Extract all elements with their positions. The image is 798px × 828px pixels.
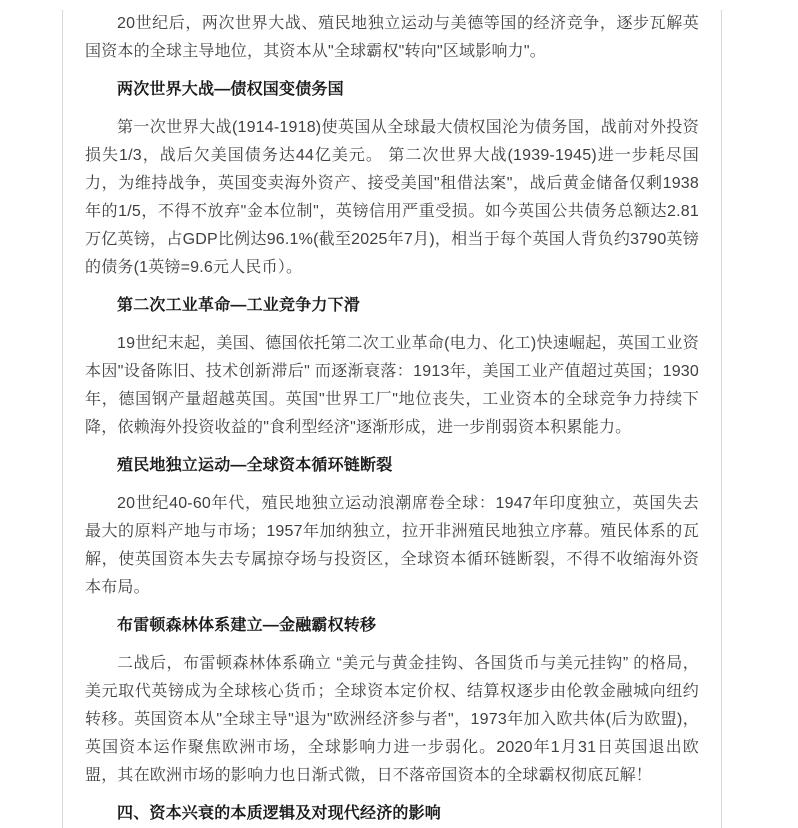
article-paragraph: 20世纪后，两次世界大战、殖民地独立运动与美德等国的经济竞争，逐步瓦解英国资本的全球主导地位，其资本从"全球霸权"转向"区域影响力"。 — [85, 15, 699, 60]
article-paragraph: 20世纪40-60年代，殖民地独立运动浪潮席卷全球：1947年印度独立，英国失去最大的原料产地与市场；1957年加纳独立，拉开非洲殖民地独立序幕。殖民体系的瓦解，使英国资本失去专属掠夺场与投资区，全球资本循环链断裂，不得不收缩海外资本布局。 — [85, 495, 699, 596]
article-paragraph: 第一次世界大战(1914-1918)使英国从全球最大债权国沦为债务国，战前对外投资损失1/3，战后欠美国债务达44亿美元。 第二次世界大战(1939-1945)进一步耗尽国力，为维持战争，英国变卖海外资产、接受美国"租借法案"，战后黄金储备仅剩1938年的1/5，不得不放弃"金本位制"，英镑信用严重受损。如今英国公共债务总额达2.81万亿英镑，占GDP比例达96.1%(截至2025年7月)，相当于每个英国人背负约3790英镑的债务(1英镑=9.6元人民币）。 — [85, 119, 699, 276]
section-heading: 殖民地独立运动—全球资本循环链断裂 — [117, 457, 393, 474]
section-heading: 四、资本兴衰的本质逻辑及对现代经济的影响 — [117, 805, 442, 822]
section-heading: 第二次工业革命—工业竞争力下滑 — [117, 297, 361, 314]
section-heading: 布雷顿森林体系建立—金融霸权转移 — [117, 617, 377, 634]
document-viewport — [0, 10, 798, 822]
article-paragraph: 19世纪末起，美国、德国依托第二次工业革命(电力、化工)快速崛起，英国工业资本因"设备陈旧、技术创新滞后" 而逐渐衰落：1913年，美国工业产值超过英国；1930年，德国钢产量超越英国。英国"世界工厂"地位丧失，工业资本的全球竞争力持续下降，依赖海外投资收益的"食利型经济"逐渐形成，进一步削弱资本积累能力。 — [85, 335, 699, 436]
section-heading: 两次世界大战—债权国变债务国 — [117, 81, 344, 98]
article-page — [62, 10, 722, 828]
article-paragraph: 二战后，布雷顿森林体系确立 “美元与黄金挂钩、各国货币与美元挂钩” 的格局，美元取代英镑成为全球核心货币；全球资本定价权、结算权逐步由伦敦金融城向纽约转移。英国资本从"全球主导"退为"欧洲经济参与者"，1973年加入欧共体(后为欧盟)，英国资本运作聚焦欧洲市场，全球影响力进一步弱化。2020年1月31日英国退出欧盟，其在欧洲市场的影响力也日渐式微，日不落帝国资本的全球霸权彻底瓦解！ — [85, 655, 699, 784]
